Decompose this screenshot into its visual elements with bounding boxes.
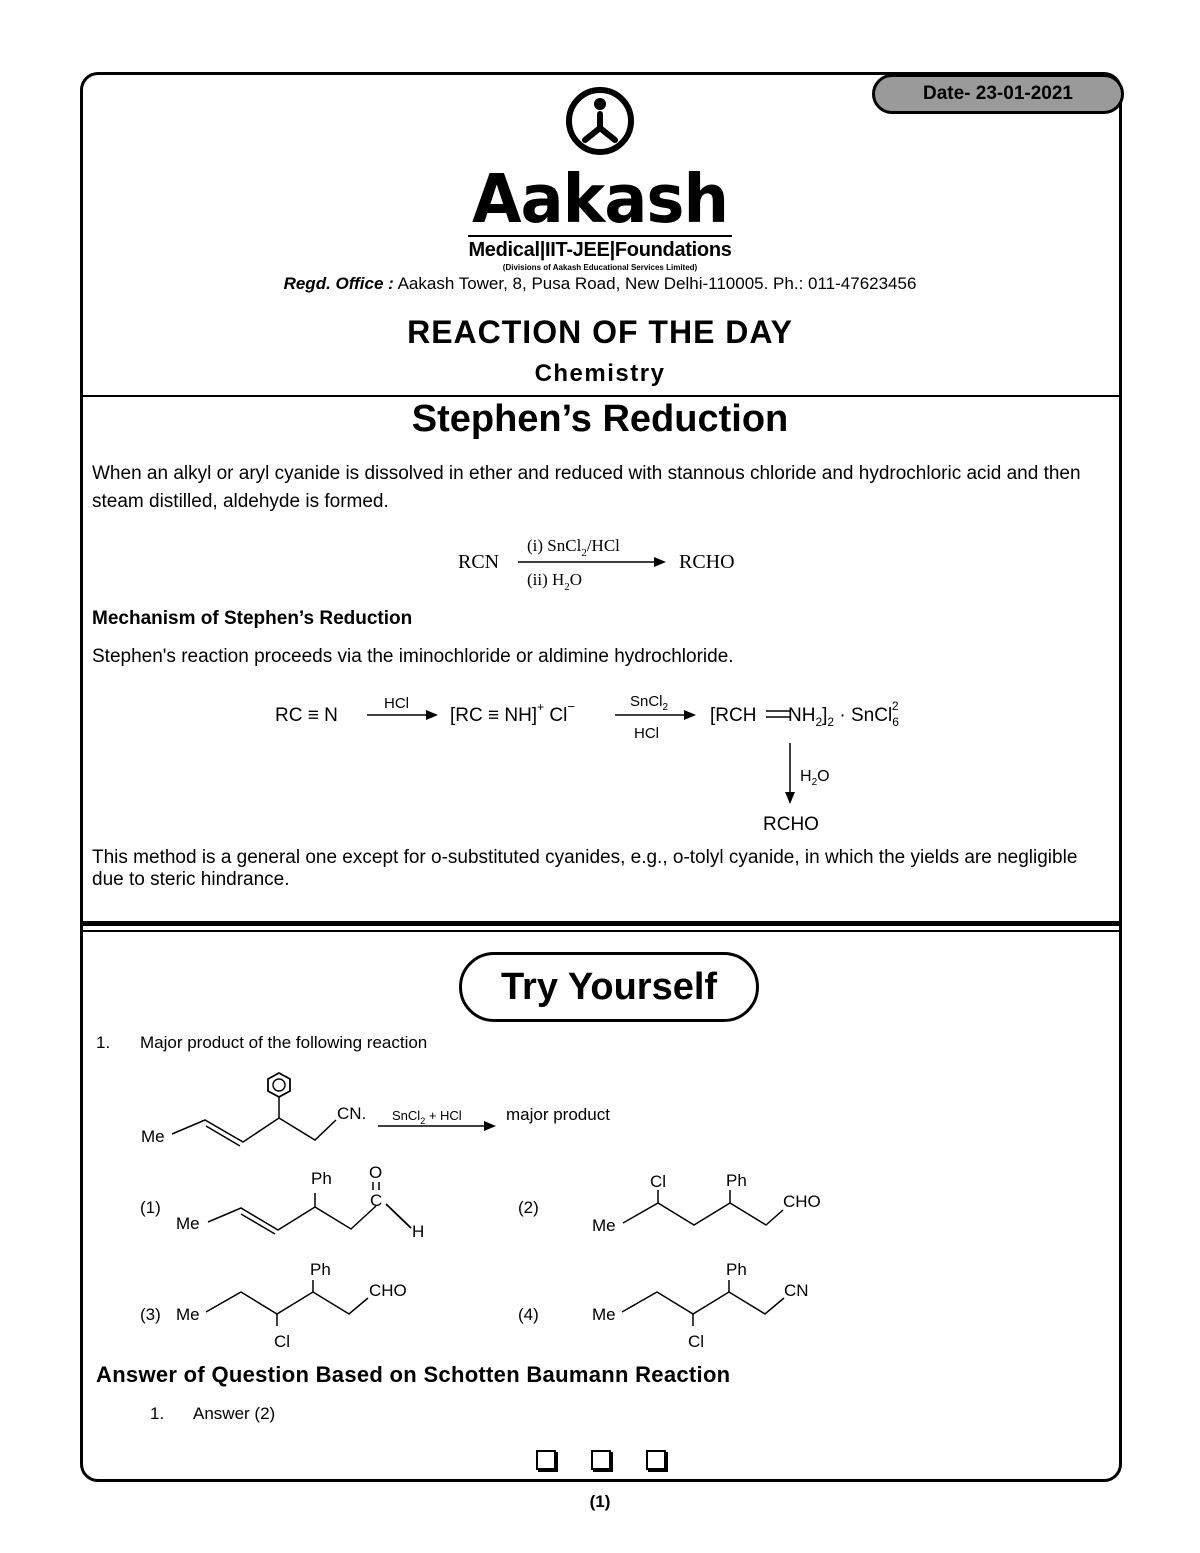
option-2-structure <box>518 1171 821 1235</box>
question-number: 1. <box>96 1033 111 1052</box>
regd-label: Regd. Office : <box>283 274 394 293</box>
page-heading: REACTION OF THE DAY <box>407 314 793 350</box>
logo-tagline: Medical|IIT-JEE|Foundations <box>468 235 731 262</box>
eq-product: RCHO <box>679 551 735 573</box>
mech-step2-reagent-top: SnCl$_2$ <box>630 693 669 713</box>
aakash-emblem-icon <box>565 84 635 158</box>
svg-text:Ph: Ph <box>726 1260 747 1279</box>
option-1-label: (1) <box>140 1198 161 1217</box>
logo-wordmark: Aakash <box>471 161 729 239</box>
reaction-title: Stephen’s Reduction <box>411 398 789 440</box>
mech-intermediate-2: [RCH <box>710 705 757 726</box>
svg-text:CN: CN <box>784 1281 809 1300</box>
svg-text:Me: Me <box>592 1305 616 1324</box>
svg-text:Ph: Ph <box>311 1169 332 1188</box>
svg-text:Me: Me <box>176 1214 200 1233</box>
eq-reagent-bottom: (ii) $H_2O$ <box>527 570 583 592</box>
logo-subtext: (Divisions of Aakash Educational Services Limited) <box>502 263 698 272</box>
svg-text:C: C <box>370 1191 383 1210</box>
answer-number: 1. <box>150 1404 165 1423</box>
eq-reactant: RCN <box>458 551 500 573</box>
square-icon <box>591 1450 611 1470</box>
svg-text:CHO: CHO <box>783 1192 821 1211</box>
mech-step3-reagent: $H_2O$ <box>800 768 830 788</box>
reaction-reagent: SnCl$_2$ + HCl <box>392 1108 462 1126</box>
option-4-structure <box>518 1260 809 1351</box>
question-structures <box>130 1062 850 1352</box>
end-marker <box>536 1450 666 1470</box>
mech-step2-reagent-bottom: HCl <box>634 725 659 742</box>
mech-intermediate-1: [RC ≡ NH]+ Cl− <box>450 699 575 726</box>
svg-text:H: H <box>412 1222 425 1241</box>
answer-text: Answer (2) <box>193 1404 276 1423</box>
square-icon <box>646 1450 666 1470</box>
eq-reagent-top: (i) SnCl$_2$/HCl <box>527 536 620 559</box>
svg-text:Ph: Ph <box>726 1171 747 1190</box>
divider <box>80 395 1122 397</box>
mech-step1-reagent: HCl <box>384 695 409 712</box>
date-badge: Date- 23-01-2021 <box>872 74 1124 114</box>
reactant-structure <box>141 1073 610 1146</box>
page-number: (1) <box>589 1492 611 1511</box>
svg-text:Cl: Cl <box>688 1332 705 1351</box>
mechanism-heading: Mechanism of Stephen’s Reduction <box>92 608 413 629</box>
regd-address: Aakash Tower, 8, Pusa Road, New Delhi-110005. Ph.: 011-47623456 <box>397 274 917 293</box>
svg-text:Cl: Cl <box>650 1172 667 1191</box>
svg-text:O: O <box>369 1163 383 1182</box>
svg-text:NH2]2 · SnCl62: $NH_2]_2$ · SnCl$_6$2 <box>788 699 899 729</box>
option-3-structure <box>140 1260 407 1351</box>
question-text: Major product of the following reaction <box>140 1033 428 1052</box>
reactant-me: Me <box>141 1127 165 1146</box>
aakash-logo <box>0 84 1200 272</box>
mechanism-scheme <box>270 688 950 838</box>
svg-text:Me: Me <box>176 1305 200 1324</box>
mech-start: RC ≡ N <box>275 705 338 726</box>
option-1-structure <box>140 1163 424 1241</box>
thin-divider <box>80 930 1122 932</box>
square-icon <box>536 1450 556 1470</box>
svg-text:Ph: Ph <box>310 1260 331 1279</box>
product-text: major product <box>506 1105 610 1124</box>
thick-divider <box>80 921 1122 926</box>
svg-text:CHO: CHO <box>369 1281 407 1300</box>
reaction-description: When an alkyl or aryl cyanide is dissolved in ether and reduced with stannous chloride and hydrochloric acid and then steam distilled, aldehyde is formed. <box>92 463 1081 512</box>
subject-label: Chemistry <box>534 360 666 387</box>
registered-office <box>0 274 1200 294</box>
svg-text:Me: Me <box>592 1216 616 1235</box>
answer-heading: Answer of Question Based on Schotten Baumann Reaction <box>96 1362 731 1387</box>
option-4-label: (4) <box>518 1305 539 1324</box>
reactant-cn: CN. <box>337 1104 367 1123</box>
reaction-note: This method is a general one except for o-substituted cyanides, e.g., o-tolyl cyanide, in which the yields are negligible due to steric hindrance. <box>92 847 1078 890</box>
option-2-label: (2) <box>518 1198 539 1217</box>
svg-text:Cl: Cl <box>274 1332 291 1351</box>
reaction-equation <box>440 528 770 592</box>
option-3-label: (3) <box>140 1305 161 1324</box>
try-yourself-heading: Try Yourself <box>459 952 759 1022</box>
mechanism-text: Stephen's reaction proceeds via the iminochloride or aldimine hydrochloride. <box>92 646 734 667</box>
mech-final-product: RCHO <box>763 814 819 835</box>
